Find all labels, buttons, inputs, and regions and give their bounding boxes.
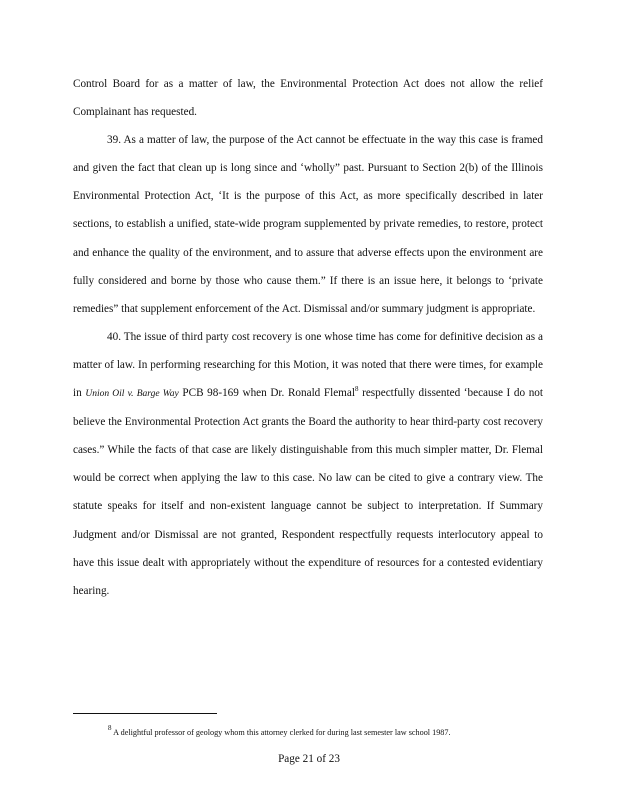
footnote-text: A delightful professor of geology whom this attorney clerked for during last semester law school 1987.	[113, 728, 451, 737]
footnote-divider	[73, 713, 217, 714]
paragraph-text: Control Board for as a matter of law, the Environmental Protection Act does not allow the relief Complainant has requested.	[73, 78, 543, 119]
paragraph-text-case-cite: PCB 98-169 when Dr. Ronald Flemal	[182, 387, 355, 400]
page-number: Page 21 of 23	[278, 753, 340, 765]
body-text	[73, 70, 543, 605]
paragraph-text-end: respectfully dissented ‘because I do not believe the Environmental Protection Act grants the Board the authority to hear third-party cost recovery cases.” While the facts of that case are likely distinguishable from this much simpler matter, Dr. Flemal would be correct when applying the law to this case. No law can be cited to give a contrary view. The statute speaks for itself and non-existent language cannot be subject to interpretation. If Summary Judgment and/or Dismissal are not granted, Respondent respectfully requests interlocutory appeal to have this issue dealt with appropriately without the expenditure of resources for a contested evidentiary hearing.	[73, 387, 543, 597]
paragraph-continued	[73, 70, 543, 126]
footnote	[108, 724, 538, 739]
case-name: Union Oil v. Barge Way	[85, 389, 179, 400]
paragraph-text-start: 40. The issue of third party cost recovery is one whose time has come for definitive decision as a matter of law. In performing researching for this Motion, it was noted that there were times, for example in	[73, 330, 543, 400]
footnote-number: 8	[108, 724, 112, 732]
page-footer	[0, 752, 618, 766]
paragraph-39	[73, 126, 543, 323]
paragraph-40	[73, 323, 543, 605]
paragraph-text: 39. As a matter of law, the purpose of the Act cannot be effectuate in the way this case is framed and given the fact that clean up is long since and ‘wholly” past. Pursuant to Section 2(b) of the Illinois Environmental Protection Act, ‘It is the purpose of this Act, as more specifically described in later sections, to establish a unified, state-wide program supplemented by private remedies, to restore, protect and enhance the quality of the environment, and to assure that adverse effects upon the environment are fully considered and borne by those who cause them.” If there is an issue here, it belongs to ‘private remedies” that supplement enforcement of the Act. Dismissal and/or summary judgment is appropriate.	[73, 134, 543, 315]
footnote-reference: 8	[354, 385, 359, 394]
